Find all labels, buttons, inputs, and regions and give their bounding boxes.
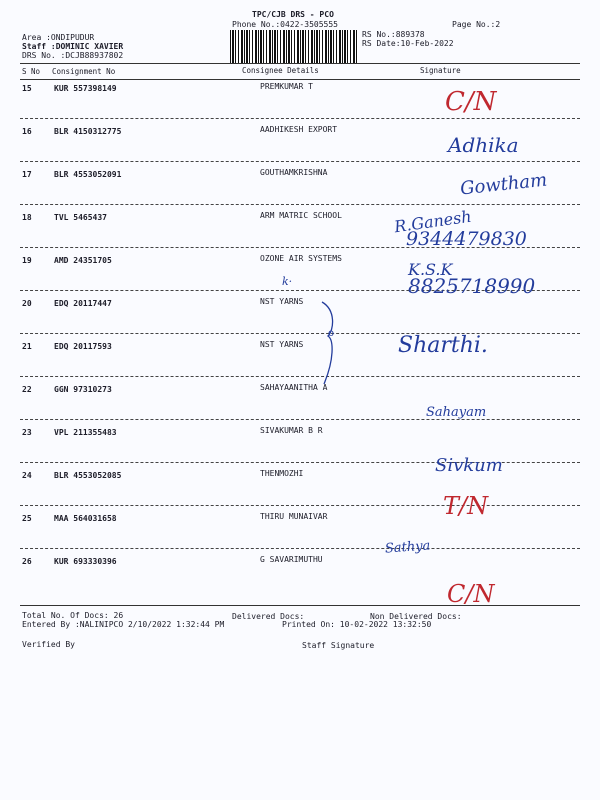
row-consignment: TVL 5465437 — [54, 213, 107, 222]
row-consignee: THENMOZHI — [260, 469, 304, 478]
barcode — [230, 30, 358, 64]
col-signature: Signature — [420, 66, 461, 75]
row-sno: 19 — [22, 256, 32, 265]
signature-24: T/N — [443, 492, 489, 520]
row-divider — [20, 333, 580, 334]
row-consignee: ARM MATRIC SCHOOL — [260, 211, 342, 220]
row-divider — [20, 419, 580, 420]
row-consignee: SAHAYAANITHA A — [260, 383, 328, 392]
row-divider — [20, 505, 580, 506]
col-consignee: Consignee Details — [242, 66, 319, 75]
printed-on: Printed On: 10-02-2022 13:32:50 — [282, 620, 432, 629]
row-divider — [20, 548, 580, 549]
row-sno: 20 — [22, 299, 32, 308]
header-rule-bottom — [20, 79, 580, 80]
phone-number: Phone No.:0422-3505555 — [232, 20, 338, 29]
signature-19-phone: 8825718990 — [408, 274, 536, 298]
header-rule-top — [20, 63, 580, 64]
signature-25: Sathya — [384, 538, 431, 557]
row-divider — [20, 161, 580, 162]
row-consignment: BLR 4150312775 — [54, 127, 122, 136]
document-title: TPC/CJB DRS - PCO — [252, 10, 334, 19]
staff-label: Staff :DOMINIC XAVIER — [22, 42, 124, 51]
staff-signature: Staff Signature — [302, 641, 375, 650]
row-consignment: KUR 557398149 — [54, 84, 117, 93]
row-sno: 23 — [22, 428, 32, 437]
row-sno: 21 — [22, 342, 32, 351]
row-consignee: OZONE AIR SYSTEMS — [260, 254, 342, 263]
row-consignment: BLR 4553052085 — [54, 471, 122, 480]
row-consignee: THIRU MUNAIVAR — [260, 512, 328, 521]
row-sno: 17 — [22, 170, 32, 179]
row-sno: 15 — [22, 84, 32, 93]
row-sno: 16 — [22, 127, 32, 136]
signature-18-phone: 9344479830 — [406, 228, 527, 250]
row-consignee: NST YARNS — [260, 297, 304, 306]
row-divider — [20, 118, 580, 119]
row-consignee: NST YARNS — [260, 340, 304, 349]
total-docs: Total No. Of Docs: 26 — [22, 611, 124, 620]
row-sno: 25 — [22, 514, 32, 523]
delivered-docs: Delivered Docs: — [232, 612, 305, 621]
row-sno: 26 — [22, 557, 32, 566]
rs-date: RS Date:10-Feb-2022 — [362, 39, 454, 48]
signature-18-name: R.Ganesh — [393, 206, 473, 237]
row-sno: 18 — [22, 213, 32, 222]
signature-26: C/N — [447, 580, 495, 608]
svg-text:o: o — [328, 328, 335, 339]
signature-21: Sharthi. — [398, 333, 488, 358]
signature-17: Gowtham — [459, 169, 549, 200]
signature-22: Sahayam — [426, 405, 487, 420]
non-delivered-docs: Non Delivered Docs: — [370, 612, 462, 621]
row-consignee: AADHIKESH EXPORT — [260, 125, 338, 134]
col-sno: S No — [22, 67, 41, 76]
drs-number: DRS No. :DCJB88937802 — [22, 51, 124, 60]
signature-15: C/N — [445, 87, 497, 117]
page-number: Page No.:2 — [452, 20, 501, 29]
row-consignment: MAA 564031658 — [54, 514, 117, 523]
row-consignment: AMD 24351705 — [54, 256, 112, 265]
row-consignee: G SAVARIMUTHU — [260, 555, 323, 564]
row-consignee: PREMKUMAR T — [260, 82, 313, 91]
signature-16: Adhika — [448, 133, 519, 157]
entered-by: Entered By :NALINIPCO 2/10/2022 1:32:44 PM — [22, 620, 225, 629]
footer-rule — [20, 605, 580, 606]
area-label: Area :ONDIPUDUR — [22, 33, 95, 42]
rs-number: RS No.:889378 — [362, 30, 425, 39]
row-sno: 22 — [22, 385, 32, 394]
row-consignment: EDQ 20117593 — [54, 342, 112, 351]
row-consignee: SIVAKUMAR B R — [260, 426, 323, 435]
signature-19-name: K.S.K — [408, 260, 453, 279]
row-divider — [20, 376, 580, 377]
signature-19-mark: k· — [282, 275, 293, 288]
verified-by: Verified By — [22, 640, 75, 649]
row-consignee: GOUTHAMKRISHNA — [260, 168, 328, 177]
signature-23: Sivkum — [435, 455, 503, 476]
row-consignment: KUR 693330396 — [54, 557, 117, 566]
bracket-mark — [318, 300, 344, 386]
row-consignment: EDQ 20117447 — [54, 299, 112, 308]
row-divider — [20, 204, 580, 205]
row-consignment: GGN 97310273 — [54, 385, 112, 394]
row-consignment: VPL 211355483 — [54, 428, 117, 437]
row-consignment: BLR 4553052091 — [54, 170, 122, 179]
col-consignment: Consignment No — [52, 67, 116, 76]
row-sno: 24 — [22, 471, 32, 480]
